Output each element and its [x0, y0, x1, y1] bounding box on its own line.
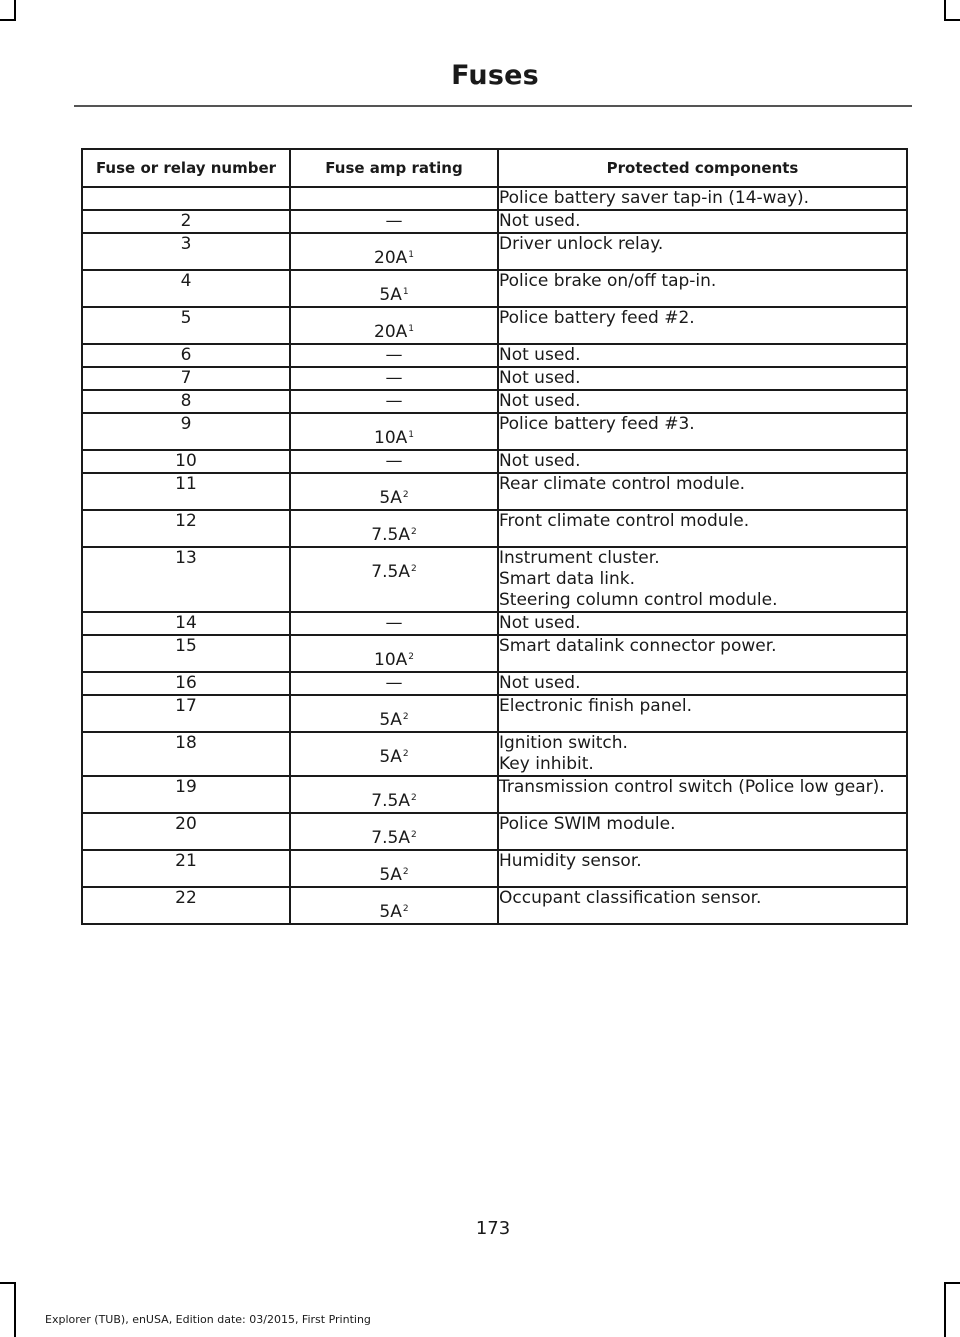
protected-components-cell — [498, 187, 907, 210]
table-row — [82, 850, 907, 887]
footnote-marker: 1 — [408, 250, 414, 260]
protected-components-cell — [498, 473, 907, 510]
protected-components-cell — [498, 413, 907, 450]
component-line: Not used. — [499, 451, 581, 471]
amp-rating-cell — [290, 270, 498, 307]
footnote-marker: 2 — [402, 490, 409, 500]
amp-rating-cell — [290, 187, 498, 210]
fuse-number-cell: 6 — [82, 344, 290, 367]
crop-mark-bottom-left-h — [0, 1282, 16, 1284]
crop-mark-top-left-h — [0, 19, 16, 21]
protected-components-cell — [498, 307, 907, 344]
amp-rating-value: — — [385, 211, 403, 231]
component-line: Police battery saver tap-in (14-way). — [499, 188, 810, 208]
table-row — [82, 210, 907, 233]
protected-components-cell — [498, 635, 907, 672]
amp-rating-cell — [290, 450, 498, 473]
fuse-number-cell: 12 — [82, 510, 290, 547]
component-line: Not used. — [499, 391, 581, 411]
component-line: Key inhibit. — [499, 754, 594, 774]
footnote-marker: 2 — [410, 793, 417, 803]
fuse-number-cell — [82, 187, 290, 210]
component-line: Not used. — [499, 613, 581, 633]
fuse-number-cell: 4 — [82, 270, 290, 307]
fuse-number-cell: 11 — [82, 473, 290, 510]
protected-components-cell — [498, 367, 907, 390]
table-row — [82, 473, 907, 510]
table-row — [82, 413, 907, 450]
table-row — [82, 510, 907, 547]
fuse-number-cell: 14 — [82, 612, 290, 635]
amp-rating-cell — [290, 367, 498, 390]
protected-components-cell — [498, 390, 907, 413]
table-row — [82, 732, 907, 776]
table-row — [82, 344, 907, 367]
fuse-number-cell: 22 — [82, 887, 290, 924]
table-row — [82, 887, 907, 924]
header-divider — [74, 105, 912, 107]
protected-components-cell — [498, 672, 907, 695]
table-row — [82, 635, 907, 672]
fuse-number-cell: 17 — [82, 695, 290, 732]
amp-rating-value: 10A — [374, 428, 408, 448]
fuse-number-cell: 16 — [82, 672, 290, 695]
amp-rating-cell — [290, 413, 498, 450]
table-row — [82, 776, 907, 813]
amp-rating-value: — — [385, 613, 403, 633]
component-line: Smart datalink connector power. — [499, 636, 777, 656]
amp-rating-cell — [290, 813, 498, 850]
protected-components-cell — [498, 210, 907, 233]
footnote-marker: 2 — [408, 652, 414, 662]
amp-rating-value: 7.5A — [371, 562, 410, 582]
table-row — [82, 367, 907, 390]
component-line: Not used. — [499, 345, 581, 365]
fuse-number-cell: 18 — [82, 732, 290, 776]
component-line: Not used. — [499, 673, 581, 693]
fuse-number-cell: 7 — [82, 367, 290, 390]
crop-mark-top-left-v — [14, 0, 16, 20]
fuse-number-cell: 8 — [82, 390, 290, 413]
amp-rating-cell — [290, 210, 498, 233]
fuse-number-cell: 5 — [82, 307, 290, 344]
fuse-number-cell: 9 — [82, 413, 290, 450]
footnote-marker: 2 — [402, 749, 409, 759]
amp-rating-value: 5A — [379, 902, 402, 922]
protected-components-cell — [498, 813, 907, 850]
footer-edition-info: Explorer (TUB), enUSA, Edition date: 03/2015, First Printing — [45, 1313, 371, 1326]
crop-mark-bottom-right-h — [944, 1282, 960, 1284]
crop-mark-top-right-h — [944, 19, 960, 21]
protected-components-cell — [498, 695, 907, 732]
protected-components-cell — [498, 732, 907, 776]
component-line: Front climate control module. — [499, 511, 750, 531]
component-line: Not used. — [499, 368, 581, 388]
footnote-marker: 2 — [410, 564, 417, 574]
component-line: Occupant classification sensor. — [499, 888, 762, 908]
component-line: Driver unlock relay. — [499, 234, 664, 254]
protected-components-cell — [498, 612, 907, 635]
amp-rating-value: 7.5A — [371, 525, 410, 545]
protected-components-cell — [498, 850, 907, 887]
component-line: Police battery feed #3. — [499, 414, 695, 434]
amp-rating-cell — [290, 510, 498, 547]
component-line: Instrument cluster. — [499, 548, 660, 568]
amp-rating-value: — — [385, 345, 403, 365]
amp-rating-value: 7.5A — [371, 791, 410, 811]
footnote-marker: 2 — [410, 830, 417, 840]
table-row — [82, 270, 907, 307]
column-header-fuse-number: Fuse or relay number — [82, 149, 290, 187]
amp-rating-value: 5A — [379, 488, 402, 508]
fuse-number-cell: 2 — [82, 210, 290, 233]
amp-rating-value: 5A — [379, 285, 402, 305]
component-line: Ignition switch. — [499, 733, 628, 753]
component-line: Humidity sensor. — [499, 851, 642, 871]
component-line: Police battery feed #2. — [499, 308, 695, 328]
crop-mark-bottom-right-v — [944, 1282, 946, 1337]
footnote-marker: 2 — [402, 712, 409, 722]
component-line: Police SWIM module. — [499, 814, 676, 834]
amp-rating-cell — [290, 547, 498, 612]
component-line: Electronic finish panel. — [499, 696, 693, 716]
amp-rating-cell — [290, 776, 498, 813]
amp-rating-value: — — [385, 451, 403, 471]
column-header-amp-rating: Fuse amp rating — [290, 149, 498, 187]
amp-rating-cell — [290, 344, 498, 367]
amp-rating-cell — [290, 307, 498, 344]
footnote-marker: 2 — [402, 904, 409, 914]
fuse-number-cell: 3 — [82, 233, 290, 270]
component-line: Steering column control module. — [499, 590, 778, 610]
footnote-marker: 1 — [402, 287, 409, 297]
table-row — [82, 547, 907, 612]
fuse-table — [81, 148, 908, 925]
amp-rating-value: — — [385, 391, 403, 411]
protected-components-cell — [498, 270, 907, 307]
crop-mark-top-right-v — [944, 0, 946, 20]
table-row — [82, 813, 907, 850]
table-row — [82, 307, 907, 344]
amp-rating-cell — [290, 233, 498, 270]
amp-rating-cell — [290, 635, 498, 672]
protected-components-cell — [498, 233, 907, 270]
page-number: 173 — [475, 1218, 511, 1239]
protected-components-cell — [498, 450, 907, 473]
fuse-table-body — [82, 187, 907, 924]
fuse-number-cell: 19 — [82, 776, 290, 813]
amp-rating-value: 10A — [374, 650, 408, 670]
amp-rating-value: 20A — [374, 248, 408, 268]
amp-rating-value: 5A — [379, 747, 402, 767]
amp-rating-value: — — [385, 673, 403, 693]
footnote-marker: 1 — [408, 324, 414, 334]
protected-components-cell — [498, 776, 907, 813]
component-line: Transmission control switch (Police low gear). — [499, 777, 885, 797]
footnote-marker: 2 — [402, 867, 409, 877]
amp-rating-value: 7.5A — [371, 828, 410, 848]
component-line: Not used. — [499, 211, 581, 231]
table-row — [82, 612, 907, 635]
table-row — [82, 390, 907, 413]
amp-rating-value: — — [385, 368, 403, 388]
fuse-number-cell: 20 — [82, 813, 290, 850]
amp-rating-cell — [290, 612, 498, 635]
component-line: Police brake on/off tap-in. — [499, 271, 717, 291]
column-header-protected-components: Protected components — [498, 149, 907, 187]
amp-rating-value: 20A — [374, 322, 408, 342]
amp-rating-value: 5A — [379, 710, 402, 730]
protected-components-cell — [498, 547, 907, 612]
amp-rating-cell — [290, 695, 498, 732]
table-row — [82, 187, 907, 210]
amp-rating-cell — [290, 672, 498, 695]
amp-rating-cell — [290, 390, 498, 413]
table-row — [82, 233, 907, 270]
fuse-number-cell: 21 — [82, 850, 290, 887]
component-line: Rear climate control module. — [499, 474, 746, 494]
amp-rating-cell — [290, 473, 498, 510]
page-title: Fuses — [451, 60, 539, 91]
table-row — [82, 450, 907, 473]
protected-components-cell — [498, 344, 907, 367]
table-row — [82, 672, 907, 695]
fuse-number-cell: 13 — [82, 547, 290, 612]
amp-rating-value: 5A — [379, 865, 402, 885]
protected-components-cell — [498, 510, 907, 547]
table-header-row — [82, 149, 907, 187]
crop-mark-bottom-left-v — [14, 1282, 16, 1337]
amp-rating-cell — [290, 732, 498, 776]
protected-components-cell — [498, 887, 907, 924]
amp-rating-cell — [290, 850, 498, 887]
amp-rating-cell — [290, 887, 498, 924]
footnote-marker: 1 — [408, 430, 414, 440]
table-row — [82, 695, 907, 732]
component-line: Smart data link. — [499, 569, 635, 589]
fuse-number-cell: 10 — [82, 450, 290, 473]
footnote-marker: 2 — [410, 527, 417, 537]
fuse-number-cell: 15 — [82, 635, 290, 672]
